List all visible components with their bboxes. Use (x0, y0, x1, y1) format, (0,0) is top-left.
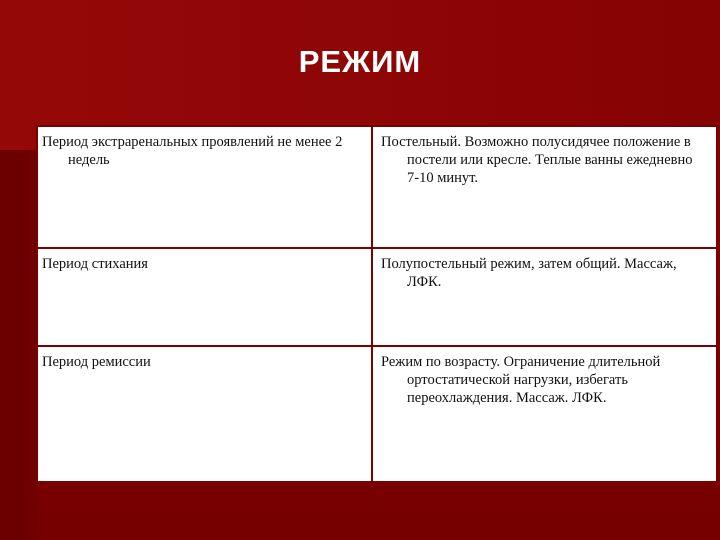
regime-cell (372, 248, 717, 346)
period-text: Период экстраренальных проявлений не менее 2 недель (42, 134, 343, 168)
regime-cell (372, 346, 717, 482)
period-text: Период стихания (42, 256, 148, 272)
table-row (37, 346, 717, 482)
regime-text: Полупостельный режим, затем общий. Массаж, ЛФК. (381, 256, 677, 290)
period-cell (37, 346, 372, 482)
regime-text: Режим по возрасту. Ограничение длительной ортостатической нагрузки, избегать переохлаждения. Массаж. ЛФК. (381, 354, 661, 406)
regime-cell (372, 126, 717, 248)
table-row (37, 248, 717, 346)
regime-table (36, 125, 718, 483)
period-text: Период ремиссии (42, 354, 151, 370)
regime-text: Постельный. Возможно полусидячее положение в постели или кресле. Теплые ванны ежедневно 7-10 минут. (381, 134, 693, 186)
period-cell (37, 248, 372, 346)
table-row (37, 126, 717, 248)
slide-left-panel (0, 150, 30, 540)
period-cell (37, 126, 372, 248)
slide-title: РЕЖИМ (298, 44, 422, 79)
